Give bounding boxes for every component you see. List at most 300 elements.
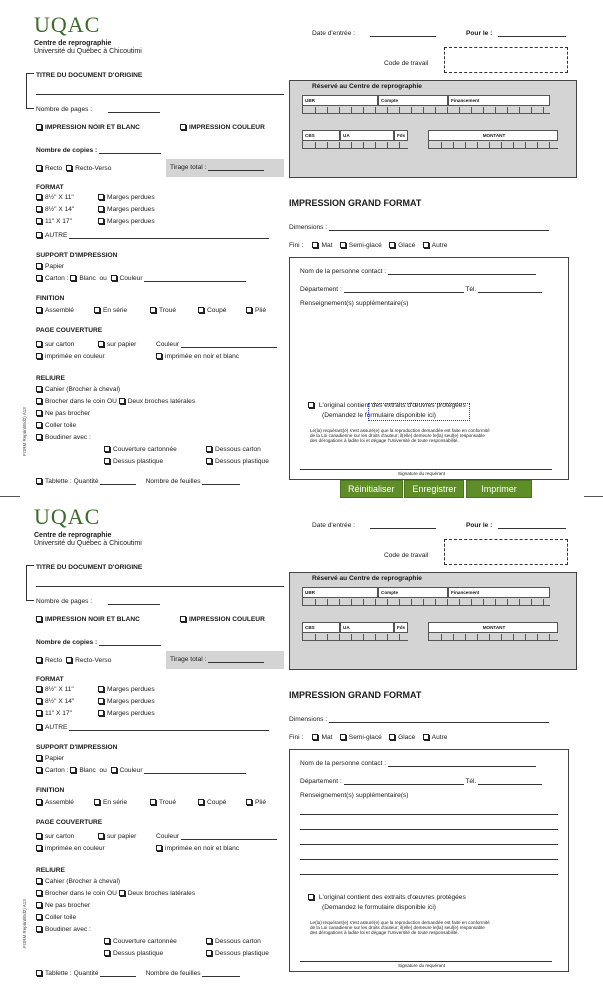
imp-couleur-checkbox[interactable] bbox=[36, 845, 42, 851]
pages-field[interactable] bbox=[108, 106, 160, 113]
coller-label: Coller toile bbox=[45, 422, 77, 429]
f3-checkbox[interactable] bbox=[36, 710, 42, 716]
tick-mark bbox=[315, 142, 316, 148]
couverture-couleur-field[interactable] bbox=[181, 341, 277, 348]
marges1-label: Marges perdues bbox=[107, 194, 155, 201]
reliure-heading: RELIURE bbox=[36, 867, 65, 874]
plie-label: Plié bbox=[255, 307, 266, 314]
cbs-cell: CBS bbox=[302, 130, 340, 141]
original-label: L'original contient des extraits d'œuvres protégées bbox=[318, 402, 466, 409]
cut-mark-right bbox=[584, 496, 603, 497]
dc-checkbox[interactable] bbox=[206, 938, 212, 944]
tel-field[interactable] bbox=[478, 286, 542, 293]
legal-line-3: des dérogations à ladite loi et dégage l'Université de toute responsabilité. bbox=[310, 438, 459, 443]
tick-mark bbox=[549, 634, 550, 640]
ne-pas-checkbox[interactable] bbox=[36, 902, 42, 908]
tick-mark bbox=[375, 599, 376, 605]
autre-fini-checkbox[interactable] bbox=[423, 734, 429, 740]
tick-mark bbox=[441, 634, 442, 640]
tablette-checkbox[interactable] bbox=[36, 970, 42, 976]
quantite-field[interactable] bbox=[100, 970, 136, 977]
couleur-carton-checkbox[interactable] bbox=[111, 767, 117, 773]
mat-label: Mat bbox=[321, 242, 333, 249]
papier-checkbox[interactable] bbox=[36, 755, 42, 761]
dsp-checkbox[interactable] bbox=[206, 950, 212, 956]
tick-mark bbox=[423, 107, 424, 113]
reserve-box bbox=[289, 80, 577, 178]
tick-mark bbox=[507, 107, 508, 113]
autre-label: AUTRE bbox=[45, 724, 68, 731]
cc-checkbox[interactable] bbox=[104, 938, 110, 944]
format-heading: FORMAT bbox=[36, 676, 64, 683]
tel-label: Tél. bbox=[465, 286, 477, 293]
recto-verso-checkbox[interactable] bbox=[66, 165, 72, 171]
marges3-label: Marges perdues bbox=[107, 218, 155, 225]
tick-mark bbox=[387, 599, 388, 605]
form-side-label: FORM Reprint/Ed2) A13 bbox=[22, 407, 27, 456]
ou-label: ou bbox=[99, 767, 107, 774]
autre-field[interactable] bbox=[69, 232, 269, 239]
tick-mark bbox=[363, 107, 364, 113]
f3-label: 11" X 17" bbox=[45, 218, 72, 225]
f2-checkbox[interactable] bbox=[36, 206, 42, 212]
uqac-logo: UQAC bbox=[34, 12, 101, 37]
reset-button[interactable]: Réinitialiser bbox=[340, 480, 403, 498]
demandez-link[interactable]: (Demandez le formulaire disponible ici) bbox=[322, 412, 436, 419]
coin-checkbox[interactable] bbox=[36, 398, 42, 404]
noir-checkbox[interactable] bbox=[36, 124, 42, 130]
dimensions-label: Dimensions : bbox=[289, 224, 328, 231]
carton-label: Carton : bbox=[45, 275, 69, 282]
tick-mark bbox=[315, 634, 316, 640]
dc-checkbox[interactable] bbox=[206, 446, 212, 452]
tick-mark bbox=[513, 634, 514, 640]
f1-label: 8½" X 11" bbox=[45, 194, 74, 201]
recto-label: Recto bbox=[45, 165, 63, 172]
coller-label: Coller toile bbox=[45, 914, 77, 921]
legal-line-3: des dérogations à ladite loi et dégage l'Université de toute responsabilité. bbox=[310, 930, 459, 935]
signature-field[interactable] bbox=[300, 955, 552, 962]
tick-mark bbox=[495, 107, 496, 113]
renseignement-line-4[interactable] bbox=[300, 853, 558, 860]
tick-mark bbox=[465, 634, 466, 640]
autre-checkbox[interactable] bbox=[36, 232, 42, 238]
cbs-ticks[interactable] bbox=[302, 633, 408, 641]
glace-checkbox[interactable] bbox=[389, 734, 395, 740]
recto-checkbox[interactable] bbox=[36, 657, 42, 663]
tick-mark bbox=[537, 634, 538, 640]
blanc-checkbox[interactable] bbox=[70, 767, 76, 773]
contact-label: Nom de la personne contact : bbox=[300, 268, 387, 275]
recto-checkbox[interactable] bbox=[36, 165, 42, 171]
financement-cell: Financement bbox=[448, 95, 550, 106]
cahier-checkbox[interactable] bbox=[36, 878, 42, 884]
quantite-label: Quantité bbox=[73, 970, 99, 977]
couleur-carton-checkbox[interactable] bbox=[111, 275, 117, 281]
couverture-couleur-field[interactable] bbox=[181, 833, 277, 840]
finition-heading: FINITION bbox=[36, 295, 65, 302]
code-field[interactable] bbox=[444, 47, 568, 73]
ubr-ticks[interactable] bbox=[302, 106, 550, 114]
assemble-label: Assemblé bbox=[45, 799, 74, 806]
departement-label: Département : bbox=[300, 286, 342, 293]
tick-mark bbox=[327, 634, 328, 640]
tick-mark bbox=[477, 634, 478, 640]
f3-label: 11" X 17" bbox=[45, 710, 72, 717]
glace-checkbox[interactable] bbox=[389, 242, 395, 248]
troue-checkbox[interactable] bbox=[150, 799, 156, 805]
tick-mark bbox=[399, 142, 400, 148]
tick-mark bbox=[543, 107, 544, 113]
cbs-cell: CBS bbox=[302, 622, 340, 633]
couverture-couleur-label: Couleur bbox=[156, 341, 180, 348]
tick-mark bbox=[339, 599, 340, 605]
tick-mark bbox=[453, 142, 454, 148]
tick-mark bbox=[525, 142, 526, 148]
button-bar bbox=[340, 480, 532, 498]
dp-label: Dessus plastique bbox=[113, 458, 164, 465]
tick-mark bbox=[537, 142, 538, 148]
noir-label: IMPRESSION NOIR ET BLANC bbox=[45, 616, 140, 623]
boudiner-checkbox[interactable] bbox=[36, 434, 42, 440]
feuilles-field[interactable] bbox=[202, 970, 240, 977]
tick-mark bbox=[471, 107, 472, 113]
dimensions-label: Dimensions : bbox=[289, 716, 328, 723]
f2-label: 8½" X 14" bbox=[45, 698, 75, 705]
form-side-label: FORM Reprint/Ed2) A13 bbox=[22, 899, 27, 948]
tick-mark bbox=[375, 142, 376, 148]
legal-line-2: de la Loi canadienne sur les droits d'auteur; il(elle) demeure le(la) seul(e) responsable bbox=[310, 433, 485, 438]
tick-mark bbox=[375, 107, 376, 113]
cahier-checkbox[interactable] bbox=[36, 386, 42, 392]
quantite-field[interactable] bbox=[100, 478, 136, 485]
couleur-carton-label: Couleur bbox=[119, 767, 143, 774]
tick-mark bbox=[483, 107, 484, 113]
tick-mark bbox=[315, 599, 316, 605]
tick-mark bbox=[483, 599, 484, 605]
assemble-checkbox[interactable] bbox=[36, 799, 42, 805]
troue-checkbox[interactable] bbox=[150, 307, 156, 313]
fini-label: Fini : bbox=[289, 242, 304, 249]
pour-label: Pour le : bbox=[466, 522, 493, 529]
dp-checkbox[interactable] bbox=[104, 458, 110, 464]
date-field[interactable] bbox=[370, 30, 436, 37]
sur-carton-checkbox[interactable] bbox=[36, 833, 42, 839]
marges3-label: Marges perdues bbox=[107, 710, 155, 717]
dp-label: Dessus plastique bbox=[113, 950, 164, 957]
imp-noir-checkbox[interactable] bbox=[156, 845, 162, 851]
legal-line-2: de la Loi canadienne sur les droits d'auteur; il(elle) demeure le(la) seul(e) responsable bbox=[310, 925, 485, 930]
dsp-checkbox[interactable] bbox=[206, 458, 212, 464]
print-button[interactable]: Imprimer bbox=[466, 480, 532, 498]
autre-checkbox[interactable] bbox=[36, 724, 42, 730]
montant-ticks[interactable] bbox=[428, 633, 558, 641]
form-copy-1 bbox=[0, 10, 603, 500]
couleur-label: IMPRESSION COULEUR bbox=[189, 616, 265, 623]
dp-checkbox[interactable] bbox=[104, 950, 110, 956]
deux-checkbox[interactable] bbox=[119, 890, 125, 896]
ne-pas-label: Ne pas brocher bbox=[45, 902, 91, 909]
reserve-box bbox=[289, 572, 577, 670]
mat-checkbox[interactable] bbox=[312, 734, 318, 740]
mat-checkbox[interactable] bbox=[312, 242, 318, 248]
contact-label: Nom de la personne contact : bbox=[300, 760, 387, 767]
serie-checkbox[interactable] bbox=[94, 799, 100, 805]
marges2-checkbox[interactable] bbox=[98, 206, 104, 212]
pour-label: Pour le : bbox=[466, 30, 493, 37]
f1-checkbox[interactable] bbox=[36, 194, 42, 200]
code-label: Code de travail bbox=[384, 60, 429, 67]
tick-mark bbox=[495, 599, 496, 605]
tick-mark bbox=[525, 634, 526, 640]
ou-label: ou bbox=[99, 275, 107, 282]
org-name: Centre de reprographie bbox=[34, 532, 112, 539]
carton-checkbox[interactable] bbox=[36, 275, 42, 281]
tick-mark bbox=[435, 107, 436, 113]
code-field[interactable] bbox=[444, 539, 568, 565]
couleur-carton-label: Couleur bbox=[119, 275, 143, 282]
semi-checkbox[interactable] bbox=[340, 242, 346, 248]
contact-field[interactable] bbox=[388, 268, 536, 275]
tick-mark bbox=[423, 599, 424, 605]
ne-pas-label: Ne pas brocher bbox=[45, 410, 91, 417]
recto-verso-checkbox[interactable] bbox=[66, 657, 72, 663]
copies-label: Nombre de copies : bbox=[36, 147, 98, 154]
cc-checkbox[interactable] bbox=[104, 446, 110, 452]
deux-checkbox[interactable] bbox=[119, 398, 125, 404]
tick-mark bbox=[375, 634, 376, 640]
cc-label: Couverture cartonnée bbox=[113, 446, 177, 453]
semi-label: Semi-glacé bbox=[348, 242, 382, 249]
tick-mark bbox=[531, 107, 532, 113]
titre-label: TITRE DU DOCUMENT D'ORIGINE bbox=[36, 564, 143, 571]
demandez-text: (Demandez le formulaire disponible ici) bbox=[322, 904, 436, 911]
tick-mark bbox=[489, 634, 490, 640]
montant-cell: MONTANT bbox=[428, 130, 558, 141]
tick-mark bbox=[519, 599, 520, 605]
original-checkbox[interactable] bbox=[308, 402, 314, 408]
noir-checkbox[interactable] bbox=[36, 616, 42, 622]
boudiner-checkbox[interactable] bbox=[36, 926, 42, 932]
renseignement-line-3[interactable] bbox=[300, 838, 558, 845]
coupe-checkbox[interactable] bbox=[198, 799, 204, 805]
contact-box bbox=[289, 749, 569, 972]
autre-fini-label: Autre bbox=[431, 242, 448, 249]
imp-couleur-checkbox[interactable] bbox=[36, 353, 42, 359]
reserve-title: Réservé au Centre de reprographie bbox=[312, 83, 422, 90]
feuilles-field[interactable] bbox=[202, 478, 240, 485]
departement-field[interactable] bbox=[344, 778, 464, 785]
plie-checkbox[interactable] bbox=[246, 307, 252, 313]
imp-noir-label: imprimée en noir et blanc bbox=[165, 353, 240, 360]
blanc-checkbox[interactable] bbox=[70, 275, 76, 281]
tick-mark bbox=[363, 142, 364, 148]
tick-mark bbox=[501, 142, 502, 148]
format-heading: FORMAT bbox=[36, 184, 64, 191]
dsp-label: Dessous plastique bbox=[215, 458, 269, 465]
blanc-label: Blanc bbox=[79, 275, 96, 282]
cahier-label: Cahier (Brocher à cheval) bbox=[45, 386, 121, 393]
financement-cell: Financement bbox=[448, 587, 550, 598]
date-field[interactable] bbox=[370, 522, 436, 529]
sur-papier-checkbox[interactable] bbox=[98, 341, 104, 347]
tel-field[interactable] bbox=[478, 778, 542, 785]
marges2-checkbox[interactable] bbox=[98, 698, 104, 704]
couleur-checkbox[interactable] bbox=[180, 124, 186, 130]
f3-checkbox[interactable] bbox=[36, 218, 42, 224]
signature-label: Signature du requérant bbox=[398, 963, 445, 968]
imp-noir-checkbox[interactable] bbox=[156, 353, 162, 359]
tablette-label: Tablette : bbox=[45, 478, 72, 485]
feuilles-label: Nombre de feuilles bbox=[145, 970, 201, 977]
ua-cell: UA bbox=[340, 130, 394, 141]
compte-cell: Compte bbox=[378, 95, 448, 106]
support-heading: SUPPORT D'IMPRESSION bbox=[36, 252, 118, 259]
serie-checkbox[interactable] bbox=[94, 307, 100, 313]
pages-field[interactable] bbox=[108, 598, 160, 605]
ne-pas-checkbox[interactable] bbox=[36, 410, 42, 416]
titre-field[interactable] bbox=[36, 580, 284, 587]
dc-label: Dessous carton bbox=[215, 446, 261, 453]
fds-cell: Fds bbox=[394, 130, 408, 141]
sur-papier-checkbox[interactable] bbox=[98, 833, 104, 839]
org-name: Centre de reprographie bbox=[34, 40, 112, 47]
ubr-ticks[interactable] bbox=[302, 598, 550, 606]
sur-papier-label: sur papier bbox=[107, 833, 137, 840]
finition-heading: FINITION bbox=[36, 787, 65, 794]
tick-mark bbox=[435, 599, 436, 605]
tick-mark bbox=[363, 599, 364, 605]
tirage-label: Tirage total : bbox=[170, 656, 207, 663]
compte-cell: Compte bbox=[378, 587, 448, 598]
marges1-checkbox[interactable] bbox=[98, 194, 104, 200]
couleur-checkbox[interactable] bbox=[180, 616, 186, 622]
contact-field[interactable] bbox=[388, 760, 536, 767]
renseignement-line-1[interactable] bbox=[300, 808, 558, 815]
cbs-ticks[interactable] bbox=[302, 141, 408, 149]
couverture-heading: PAGE COUVERTURE bbox=[36, 327, 103, 334]
tick-mark bbox=[411, 599, 412, 605]
plie-checkbox[interactable] bbox=[246, 799, 252, 805]
tirage-field[interactable] bbox=[208, 164, 264, 171]
coller-checkbox[interactable] bbox=[36, 914, 42, 920]
montant-ticks[interactable] bbox=[428, 141, 558, 149]
sur-carton-checkbox[interactable] bbox=[36, 341, 42, 347]
dsp-label: Dessous plastique bbox=[215, 950, 269, 957]
tick-mark bbox=[351, 142, 352, 148]
marges1-checkbox[interactable] bbox=[98, 686, 104, 692]
semi-label: Semi-glacé bbox=[348, 734, 382, 741]
glace-label: Glacé bbox=[398, 734, 416, 741]
grand-format-heading: IMPRESSION GRAND FORMAT bbox=[289, 198, 422, 208]
bracket bbox=[26, 73, 34, 109]
renseignement-label: Renseignement(s) supplémentaire(s) bbox=[300, 792, 409, 799]
serie-label: En série bbox=[103, 799, 128, 806]
code-label: Code de travail bbox=[384, 552, 429, 559]
carton-checkbox[interactable] bbox=[36, 767, 42, 773]
original-label: L'original contient des extraits d'œuvres protégées bbox=[318, 894, 466, 901]
marges3-checkbox[interactable] bbox=[98, 218, 104, 224]
serie-label: En série bbox=[103, 307, 128, 314]
pour-field[interactable] bbox=[498, 522, 566, 529]
coller-checkbox[interactable] bbox=[36, 422, 42, 428]
tick-mark bbox=[351, 634, 352, 640]
tick-mark bbox=[519, 107, 520, 113]
tick-mark bbox=[477, 142, 478, 148]
papier-label: Papier bbox=[45, 263, 65, 270]
tick-mark bbox=[513, 142, 514, 148]
dimensions-field[interactable] bbox=[329, 716, 549, 723]
copies-field[interactable] bbox=[99, 147, 161, 154]
tirage-box bbox=[166, 651, 284, 669]
coupe-label: Coupé bbox=[207, 799, 227, 806]
coin-checkbox[interactable] bbox=[36, 890, 42, 896]
save-button[interactable]: Enregistrer bbox=[404, 480, 464, 498]
renseignement-line-2[interactable] bbox=[300, 823, 558, 830]
cc-label: Couverture cartonnée bbox=[113, 938, 177, 945]
papier-checkbox[interactable] bbox=[36, 263, 42, 269]
tirage-label: Tirage total : bbox=[170, 164, 207, 171]
link-focus-outline bbox=[368, 403, 470, 421]
tick-mark bbox=[507, 599, 508, 605]
tick-mark bbox=[339, 142, 340, 148]
f2-checkbox[interactable] bbox=[36, 698, 42, 704]
tick-mark bbox=[351, 107, 352, 113]
departement-field[interactable] bbox=[344, 286, 464, 293]
date-label: Date d'entrée : bbox=[312, 30, 356, 37]
couleur-carton-field[interactable] bbox=[144, 275, 246, 282]
blanc-label: Blanc bbox=[79, 767, 96, 774]
assemble-checkbox[interactable] bbox=[36, 307, 42, 313]
titre-field[interactable] bbox=[36, 88, 284, 95]
boudiner-label: Boudiner avec : bbox=[45, 434, 91, 441]
original-checkbox[interactable] bbox=[308, 894, 314, 900]
tick-mark bbox=[399, 107, 400, 113]
renseignement-line-5[interactable] bbox=[300, 868, 558, 875]
departement-label: Département : bbox=[300, 778, 342, 785]
autre-field[interactable] bbox=[69, 724, 269, 731]
glace-label: Glacé bbox=[398, 242, 416, 249]
f1-checkbox[interactable] bbox=[36, 686, 42, 692]
autre-fini-checkbox[interactable] bbox=[423, 242, 429, 248]
pour-field[interactable] bbox=[498, 30, 566, 37]
copies-field[interactable] bbox=[99, 639, 161, 646]
dimensions-field[interactable] bbox=[329, 224, 549, 231]
univ-name: Université du Québec à Chicoutimi bbox=[34, 48, 142, 55]
couleur-carton-field[interactable] bbox=[144, 767, 246, 774]
signature-field[interactable] bbox=[300, 463, 552, 470]
recto-label: Recto bbox=[45, 657, 63, 664]
marges3-checkbox[interactable] bbox=[98, 710, 104, 716]
tick-mark bbox=[387, 142, 388, 148]
autre-label: AUTRE bbox=[45, 232, 68, 239]
fini-label: Fini : bbox=[289, 734, 304, 741]
coupe-checkbox[interactable] bbox=[198, 307, 204, 313]
sur-carton-label: sur carton bbox=[45, 833, 75, 840]
tick-mark bbox=[441, 142, 442, 148]
reserve-title: Réservé au Centre de reprographie bbox=[312, 575, 422, 582]
ou2-label: OU bbox=[106, 890, 117, 897]
ou2-label: OU bbox=[106, 398, 117, 405]
tick-mark bbox=[411, 107, 412, 113]
tablette-label: Tablette : bbox=[45, 970, 72, 977]
grand-format-heading: IMPRESSION GRAND FORMAT bbox=[289, 690, 422, 700]
tablette-checkbox[interactable] bbox=[36, 478, 42, 484]
date-label: Date d'entrée : bbox=[312, 522, 356, 529]
mat-label: Mat bbox=[321, 734, 333, 741]
semi-checkbox[interactable] bbox=[340, 734, 346, 740]
tirage-field[interactable] bbox=[208, 656, 264, 663]
